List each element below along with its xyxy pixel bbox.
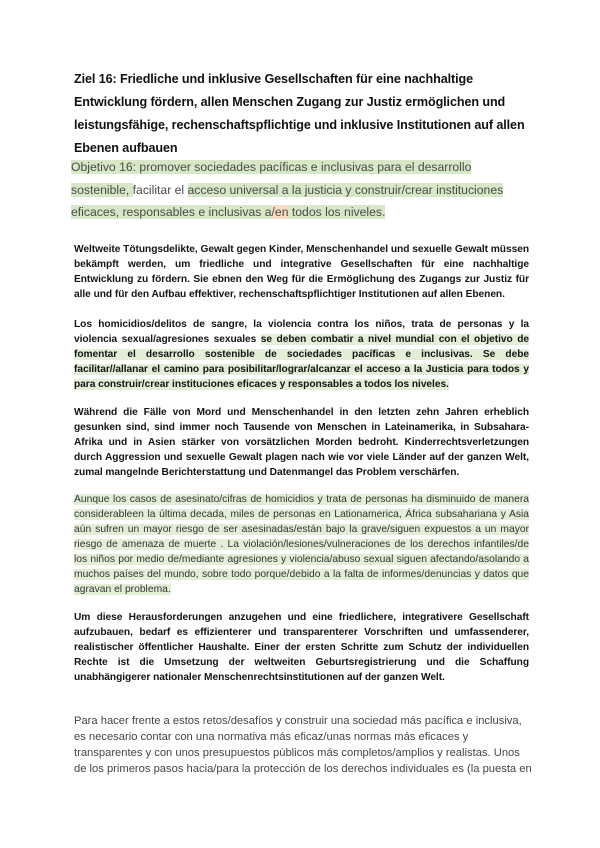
objective-part-1: Objetivo 16: promover sociedades pacíficas e inclusivas para el desarrollo sostenible, [71, 160, 472, 197]
objective-part-2: facilitar el [132, 182, 188, 197]
paragraph-5-german: Um diese Herausforderungen anzugehen und eine friedlichere, integrativere Gesellschaft aufzubauen, bedarf es effizienterer und transparenterer Vorschriften und umfassenderer, realistischer öffentlicher Haushalte. Einer der ersten Schritte zum Schutz der individuellen Rechte ist die Umsetzung der weltweiten Geburtsregistrierung und die Schaffung unabhängigerer nationaler Menschenrechtsinstitutionen auf der ganzen Welt. [74, 612, 529, 683]
objective-part-7: todos los niveles. [288, 205, 386, 219]
objective-part-4: crear instituciones eficaces, responsables e inclusivas a [71, 182, 504, 219]
paragraph-4-highlight: Aunque los casos de asesinato/cifras de homicidios y trata de personas ha disminuido de manera considerableen la última decada, miles de personas en Lationamerica, África subsahariana y Asia aún sufren un mayor riesgo de ser asesinadas/están bajo la grave/siguen expuestos a un mayor riesgo de amenaza de muerte . La violación/lesiones/vulneraciones de los derechos infantiles/de los niños por medio de/mediante agresiones y violencia/abuso sexual siguen afectando/asolando a muchos países del mundo, sobre todo porque/debido a la falta de informes/denuncias y datos que agravan el problema. [74, 494, 529, 595]
objective-spanish [71, 156, 521, 224]
paragraph-2-highlight: se deben combatir a nivel mundial con el objetivo de fomentar el desarrollo sostenible de sociedades pacíficas e inclusivas. Se debe facilitar//allanar el camino para posibilitar/lograr/alcanzar el acceso a la Justicia para todos y para construir/crear instituciones eficaces y responsables a todos los niveles. [74, 333, 529, 390]
paragraph-2-spanish [74, 318, 529, 393]
paragraph-3-german: Während die Fälle von Mord und Menschenhandel in den letzten zehn Jahren erheblich gesunken sind, sind immer noch Tausende von Menschen in Lateinamerika, in Subsahara-Afrika und in Asien stärker von vorsätzlichen Morden bedroht. Kinderrechtsverletzungen durch Aggression und sexuelle Gewalt plagen nach wie vor viele Länder auf der ganzen Welt, zumal mangelnde Berichterstattung und Datenmangel das Problem verschärfen. [74, 407, 529, 478]
goal-heading: Ziel 16: Friedliche und inklusive Gesellschaften für eine nachhaltige Entwicklung fördern, allen Menschen Zugang zur Justiz ermöglichen und leistungsfähige, rechenschaftspflichtige und inklusive Institutionen auf allen Ebenen aufbauen [74, 72, 525, 155]
objective-part-6: en [274, 205, 289, 219]
paragraph-4-spanish [74, 492, 529, 597]
paragraph-1-german: Weltweite Tötungsdelikte, Gewalt gegen Kinder, Menschenhandel und sexuelle Gewalt müssen bekämpft werden, um friedliche und integrative Gesellschaften für eine nachhaltige Entwicklung zu fördern. Sie ebnen den Weg für die Ermöglichung des Zugangs zur Justiz für alle und für den Aufbau effektiver, rechenschaftspflichtiger Institutionen auf allen Ebenen. [74, 244, 529, 300]
objective-part-3: acceso universal a la justicia y construir/ [187, 182, 405, 197]
objective-part-5: / [271, 205, 275, 219]
paragraph-6-spanish: Para hacer frente a estos retos/desafíos y construir una sociedad más pacífica e inclusiva, es necesario contar con una normativa más eficaz/unas normas más eficaces y transparentes y con unos presupuestos públicos más completos/amplios y realistas. Unos de los primeros pasos hacia/para la protección de los derechos individuales es (la puesta en [74, 715, 532, 775]
paragraph-2-plain: Los homicidios/delitos de sangre, la violencia contra los niños, trata de personas y la violencia sexual/agresiones sexuales [74, 319, 529, 345]
